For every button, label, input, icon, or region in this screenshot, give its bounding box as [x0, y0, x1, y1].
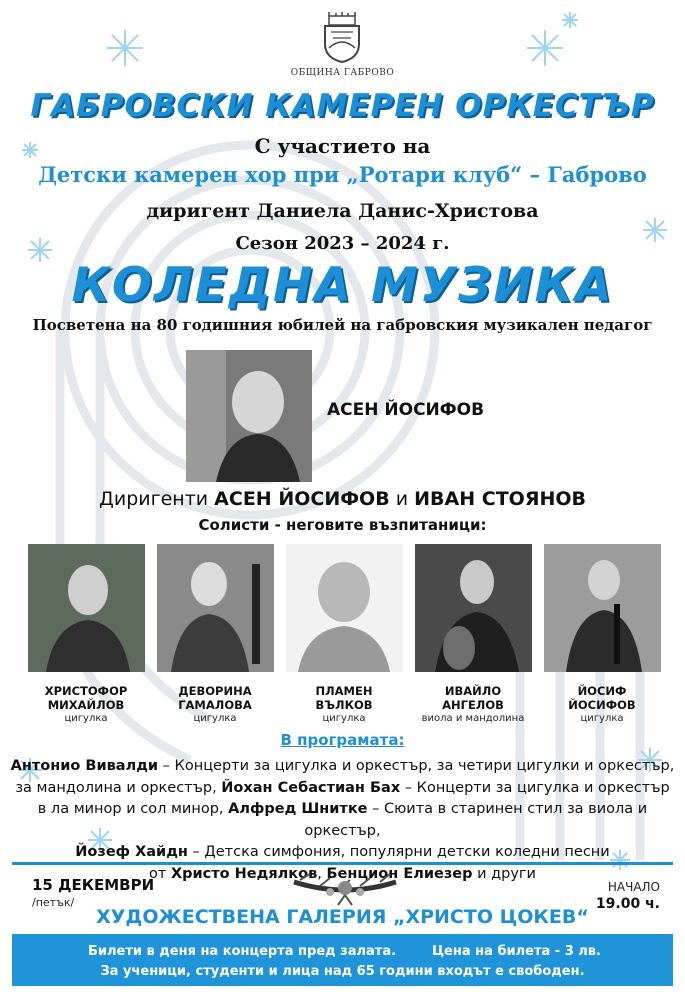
- soloist-name-5: ЙОСИФ ЙОСИФОВ: [568, 684, 636, 712]
- program-heading: В програмата:: [280, 731, 405, 749]
- concert-title: КОЛЕДНА МУЗИКА: [71, 258, 614, 313]
- soloist-photo-3: [286, 544, 403, 672]
- soloist-instrument-4: виола и мандолина: [421, 713, 525, 724]
- soloist-instrument-5: цигулка: [580, 713, 624, 724]
- christmas-garland-icon: [290, 868, 400, 906]
- divider: [12, 862, 673, 865]
- ticket-sale-info: Билети в деня на концерта пред залата.: [88, 944, 397, 959]
- soloist-name-3: ПЛАМЕН ВЪЛКОВ: [315, 684, 373, 712]
- soloist-instrument-3: цигулка: [322, 713, 366, 724]
- municipality-crest-icon: [317, 12, 367, 64]
- program-line-4: Йозеф Хайдн – Детска симфония, популярни детски коледни песни: [75, 844, 610, 860]
- start-label: НАЧАЛО: [607, 880, 660, 894]
- soloist-instrument-1: цигулка: [64, 713, 108, 724]
- soloist-photo-1: [28, 544, 145, 672]
- person-silhouette-icon: [544, 544, 661, 672]
- municipality-name: ОБЩИНА ГАБРОВО: [290, 68, 395, 78]
- season: Сезон 2023 – 2024 г.: [235, 233, 450, 254]
- participation-line: С участието на: [254, 134, 431, 158]
- start-time: 19.00 ч.: [595, 896, 660, 912]
- choir-conductor: диригент Даниела Данис-Христова: [146, 200, 539, 222]
- honoree-name: АСЕН ЙОСИФОВ: [327, 400, 485, 420]
- orchestra-title: ГАБРОВСКИ КАМЕРЕН ОРКЕСТЪР: [30, 88, 655, 124]
- soloist-photo-4: [415, 544, 532, 672]
- concert-weekday: /петък/: [32, 896, 75, 909]
- venue: ХУДОЖЕСТВЕНА ГАЛЕРИЯ „ХРИСТО ЦОКЕВ“: [96, 906, 589, 928]
- dedication: Посветена на 80 годишния юбилей на габровския музикален педагог: [32, 316, 653, 334]
- program-line-2: за мандолина и оркестър, Йохан Себастиан Бах – Концерти за цигулка и оркестър: [15, 779, 670, 796]
- program-text: [0, 756, 685, 885]
- conductors-prefix: Диригенти: [99, 488, 209, 510]
- soloist-instrument-2: цигулка: [193, 713, 237, 724]
- free-entry-info: За ученици, студенти и лица над 65 години входът е свободен.: [100, 964, 585, 979]
- program-line-3: в ла минор и сол минор, Алфред Шнитке – Сюита в старинен стил за виола и оркестър,: [37, 801, 648, 839]
- person-silhouette-icon: [286, 544, 403, 672]
- conductor-1: АСЕН ЙОСИФОВ: [214, 488, 390, 510]
- soloists-heading: Солисти - неговите възпитаници:: [198, 516, 487, 534]
- honoree-portrait: [186, 350, 312, 482]
- person-silhouette-icon: [186, 350, 312, 482]
- person-silhouette-icon: [415, 544, 532, 672]
- program-line-5: от Христо Недялков, Бенцион Елиезер и други: [149, 865, 536, 882]
- soloist-name-1: ХРИСТОФОР МИХАЙЛОВ: [44, 684, 128, 712]
- concert-date: 15 ДЕКЕМВРИ: [32, 876, 155, 894]
- soloist-photo-5: [544, 544, 661, 672]
- person-silhouette-icon: [157, 544, 274, 672]
- soloist-name-2: ДЕВОРИНА ГАМАЛОВА: [178, 684, 252, 712]
- soloist-name-4: ИВАЙЛО АНГЕЛОВ: [442, 684, 504, 712]
- person-silhouette-icon: [28, 544, 145, 672]
- conductor-2: ИВАН СТОЯНОВ: [414, 488, 586, 510]
- conductors-conj: и: [395, 488, 409, 510]
- conductors-line: [0, 488, 685, 510]
- ticket-price: Цена на билета - 3 лв.: [432, 944, 601, 959]
- soloist-photo-2: [157, 544, 274, 672]
- choir-name: Детски камерен хор при „Ротари клуб“ – Габрово: [38, 162, 647, 187]
- program-line-1: Антонио Вивалди – Концерти за цигулка и оркестър, за четири цигулки и оркестър,: [10, 758, 675, 774]
